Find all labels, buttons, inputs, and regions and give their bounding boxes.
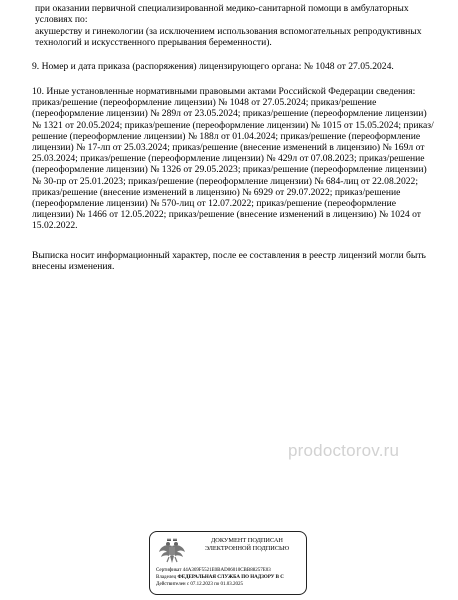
validity-value: с 07.12.2023 по 01.03.2025 [186, 582, 244, 587]
certificate-label: Сертификат [156, 568, 182, 573]
stamp-title-line1: ДОКУМЕНТ ПОДПИСАН [211, 537, 283, 544]
certificate-value: 44A369F5521E0BAD06010CBB88257E03 [182, 568, 271, 573]
watermark-text: prodoctorov.ru [288, 441, 400, 460]
owner-value: ФЕДЕРАЛЬНАЯ СЛУЖБА ПО НАДЗОРУ В С [177, 575, 284, 580]
item-10-other-info: 10. Иные установленные нормативными правовыми актами Российской Федерации сведения: приказ/решение (переоформление лицензии) № 1048 от 27.05.2024; приказ/решение (переоформление лицензии) № 289л от 23.05.2024; приказ/решение (переоформление лицензии) № 1321 от 20.05.2024; приказ/решение (переоформление лицензии) № 1015 от 15.05.2024; приказ/решение (переоформление лицензии) № 188л от 01.04.2024; приказ/решение (переоформление лицензии) № 17-лп от 25.03.2024; приказ/решение (внесение изменений в лицензию) № 169л от 25.03.2024; приказ/решение (переоформление лицензии) № 429л от 07.08.2023; приказ/решение (переоформление лицензии) № 1326 от 29.05.2023; приказ/решение (переоформление лицензии) № 30-пр от 25.01.2023; приказ/решение (переоформление лицензии) № 684-лиц от 22.08.2022; приказ/решение (внесение изменений в лицензию) № 6929 от 29.07.2022; приказ/решение (переоформление лицензии) № 570-лиц от 12.07.2022; приказ/решение (переоформление лицензии) № 1466 от 12.05.2022; приказ/решение (внесение изменений в лицензию) № 1024 от 15.02.2022. [32, 86, 434, 232]
certificate-line [156, 568, 307, 574]
validity-line [156, 582, 307, 588]
coat-of-arms-icon [158, 536, 186, 566]
owner-label: Владелец [156, 575, 177, 580]
owner-line [156, 575, 307, 581]
disclaimer-note: Выписка носит информационный характер, после ее составления в реестр лицензий могли быть внесены изменения. [32, 250, 426, 273]
stamp-title [190, 537, 304, 553]
validity-label: Действителен [156, 582, 186, 587]
intro-paragraph: при оказании первичной специализированной медико-санитарной помощи в амбулаторных условиях по: [35, 3, 409, 26]
item-9-order-number: 9. Номер и дата приказа (распоряжения) лицензирующего органа: № 1048 от 27.05.2024. [32, 61, 394, 72]
stamp-title-line2: ЭЛЕКТРОННОЙ ПОДПИСЬЮ [204, 545, 290, 552]
specialty-paragraph: акушерству и гинекологии (за исключением использования вспомогательных репродуктивных технологий и искусственного прерывания беременности). [35, 26, 422, 49]
electronic-signature-stamp [149, 531, 307, 595]
